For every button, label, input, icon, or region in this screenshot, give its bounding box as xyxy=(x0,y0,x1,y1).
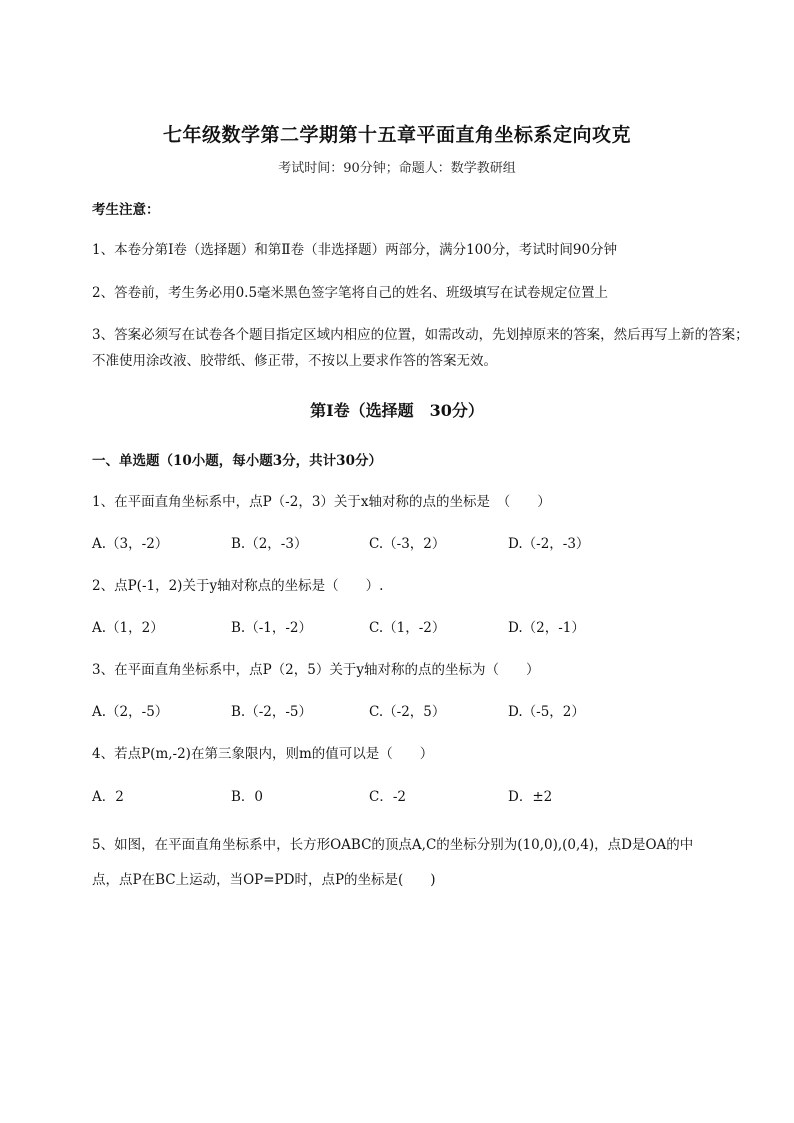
question-1-option-b[interactable]: B.（2，-3） xyxy=(231,536,308,552)
question-4-option-c[interactable]: C．-2 xyxy=(369,789,406,805)
question-4-option-a[interactable]: A．2 xyxy=(92,789,124,805)
question-1-option-d[interactable]: D.（-2，-3） xyxy=(508,536,590,552)
question-1-option-a[interactable]: A.（3，-2） xyxy=(92,536,169,552)
question-3-stem: 3、在平面直角坐标系中，点P（2，5）关于y轴对称的点的坐标为（ ） xyxy=(92,662,540,678)
question-3-option-a[interactable]: A.（2，-5） xyxy=(92,704,169,720)
question-2-stem: 2、点P(-1，2)关于y轴对称点的坐标是（ ）. xyxy=(92,578,384,594)
question-5-stem-line-2: 点，点P在BC上运动，当OP=PD时，点P的坐标是( ) xyxy=(92,872,436,888)
question-3-option-d[interactable]: D.（-5，2） xyxy=(508,704,585,720)
question-2-option-a[interactable]: A.（1，2） xyxy=(92,620,164,636)
question-3-option-b[interactable]: B.（-2，-5） xyxy=(231,704,313,720)
part-heading: 一、单选题（10小题，每小题3分，共计30分） xyxy=(92,453,382,469)
question-4-option-d[interactable]: D．±2 xyxy=(508,789,553,805)
question-2-option-c[interactable]: C.（1，-2） xyxy=(369,620,446,636)
question-1-option-c[interactable]: C.（-3，2） xyxy=(369,536,446,552)
question-5-stem-line-1: 5、如图，在平面直角坐标系中，长方形OABC的顶点A,C的坐标分别为(10,0),(0,4)，点D是OA的中 xyxy=(92,837,694,853)
page-subtitle: 考试时间：90分钟；命题人：数学教研组 xyxy=(278,161,516,176)
notice-item-1: 1、本卷分第I卷（选择题）和第Ⅱ卷（非选择题）两部分，满分100分，考试时间90分钟 xyxy=(92,242,618,258)
question-3-option-c[interactable]: C.（-2，5） xyxy=(369,704,446,720)
notice-heading: 考生注意： xyxy=(92,202,160,218)
section-title: 第I卷（选择题 30分） xyxy=(310,401,484,420)
notice-item-3: 3、答案必须写在试卷各个题目指定区域内相应的位置，如需改动，先划掉原来的答案，然后再写上新的答案；不准使用涂改液、胶带纸、修正带，不按以上要求作答的答案无效。 xyxy=(92,327,749,369)
notice-item-2: 2、答卷前，考生务必用0.5毫米黑色签字笔将自己的姓名、班级填写在试卷规定位置上 xyxy=(92,285,609,301)
question-1-stem: 1、在平面直角坐标系中，点P（-2，3）关于x轴对称的点的坐标是 （ ） xyxy=(92,494,551,510)
question-2-option-d[interactable]: D.（2，-1） xyxy=(508,620,585,636)
page-title: 七年级数学第二学期第十五章平面直角坐标系定向攻克 xyxy=(162,124,631,146)
question-4-option-b[interactable]: B．0 xyxy=(231,789,264,805)
question-2-option-b[interactable]: B.（-1，-2） xyxy=(231,620,313,636)
question-4-stem: 4、若点P(m,-2)在第三象限内，则m的值可以是（ ） xyxy=(92,746,434,762)
